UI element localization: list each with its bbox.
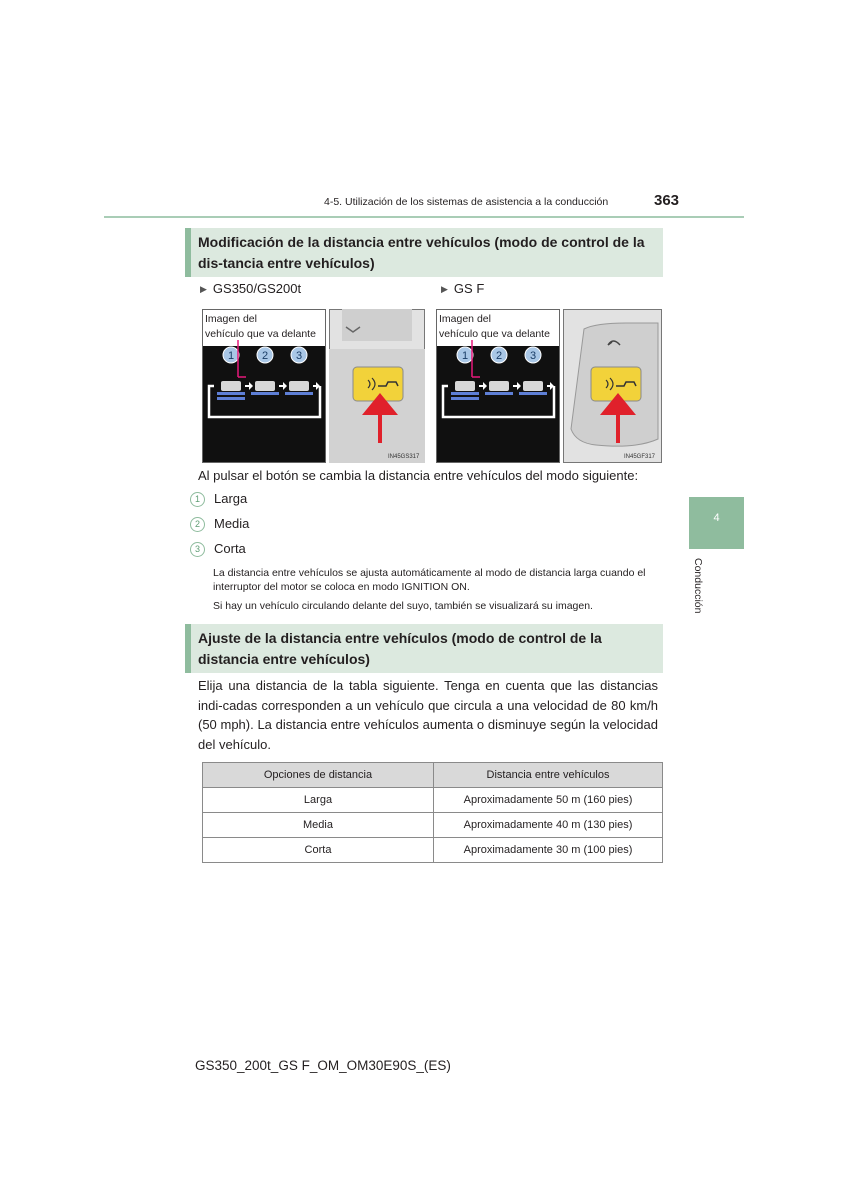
section-title-ajuste: Ajuste de la distancia entre vehículos (modo de control de la distancia entre vehículos)	[185, 624, 663, 673]
figure-code-gs350: IN45GS317	[388, 454, 420, 460]
image-label-gsf: Imagen del vehículo que va delante	[439, 313, 550, 340]
table-row	[203, 788, 663, 813]
note-ignition: La distancia entre vehículos se ajusta automáticamente al modo de distancia larga cuando el interruptor del motor se coloca en modo IGNITION ON.	[213, 567, 646, 593]
image-label-gs350: Imagen del vehículo que va delante	[205, 313, 316, 340]
chapter-label: Conducción	[692, 558, 704, 614]
triangle-bullet-icon: ▶	[200, 284, 207, 294]
step-number-3: 3	[295, 350, 303, 362]
variant-label-gs350	[200, 281, 301, 296]
list-item-label: Corta	[214, 541, 246, 556]
list-item	[190, 541, 246, 557]
step-number-1: 1	[227, 350, 235, 362]
table-row	[203, 838, 663, 863]
variant-text: GS F	[453, 281, 485, 296]
table-cell: Aproximadamente 40 m (130 pies)	[434, 813, 663, 838]
intro-text: Al pulsar el botón se cambia la distancia entre vehículos del modo siguiente:	[198, 468, 639, 483]
column-header-distancia: Distancia entre vehículos	[434, 763, 663, 788]
table-cell: Media	[203, 813, 434, 838]
circled-number-2: 2	[190, 517, 205, 532]
list-item-label: Larga	[214, 491, 248, 506]
header-rule	[104, 216, 744, 218]
section-title-modificacion: Modificación de la distancia entre vehículos (modo de control de la dis-tancia entre vehículos)	[185, 228, 663, 277]
table-header-row	[203, 763, 663, 788]
circled-number-3: 3	[190, 542, 205, 557]
note-vehicle-image: Si hay un vehículo circulando delante del suyo, también se visualizará su imagen.	[213, 600, 593, 612]
car-icon-2	[251, 381, 279, 395]
list-item	[190, 491, 247, 507]
running-header: 4-5. Utilización de los sistemas de asistencia a la conducción	[324, 196, 609, 208]
triangle-bullet-icon: ▶	[441, 284, 448, 294]
table-cell: Larga	[203, 788, 434, 813]
paragraph-distancias: Elija una distancia de la tabla siguiente. Tenga en cuenta que las distancias indi-cadas corresponden a un vehículo que circula a una velocidad de 80 km/h (50 mph). La distancia entre vehículos aumenta o disminuye según la velocidad del vehículo.	[198, 678, 658, 752]
distance-table	[202, 762, 663, 863]
figure-code-gsf: IN45GF317	[624, 454, 656, 460]
list-item	[190, 516, 249, 532]
chapter-number: 4	[713, 512, 720, 524]
table-cell: Corta	[203, 838, 434, 863]
step-number-3: 3	[529, 350, 537, 362]
circled-number-1: 1	[190, 492, 205, 507]
variant-text: GS350/GS200t	[212, 281, 302, 296]
page-number: 363	[654, 192, 680, 209]
table-cell: Aproximadamente 50 m (160 pies)	[434, 788, 663, 813]
variant-label-gsf	[441, 281, 484, 296]
car-icon-3	[519, 381, 547, 395]
table-cell: Aproximadamente 30 m (100 pies)	[434, 838, 663, 863]
step-number-2: 2	[495, 350, 503, 362]
step-number-1: 1	[461, 350, 469, 362]
list-item-label: Media	[214, 516, 250, 531]
column-header-opciones: Opciones de distancia	[203, 763, 434, 788]
step-number-2: 2	[261, 350, 269, 362]
footer-doc-code: GS350_200t_GS F_OM_OM30E90S_(ES)	[195, 1058, 451, 1073]
car-icon-3	[285, 381, 313, 395]
figure-gsf	[436, 309, 848, 463]
table-row	[203, 813, 663, 838]
car-icon-2	[485, 381, 513, 395]
